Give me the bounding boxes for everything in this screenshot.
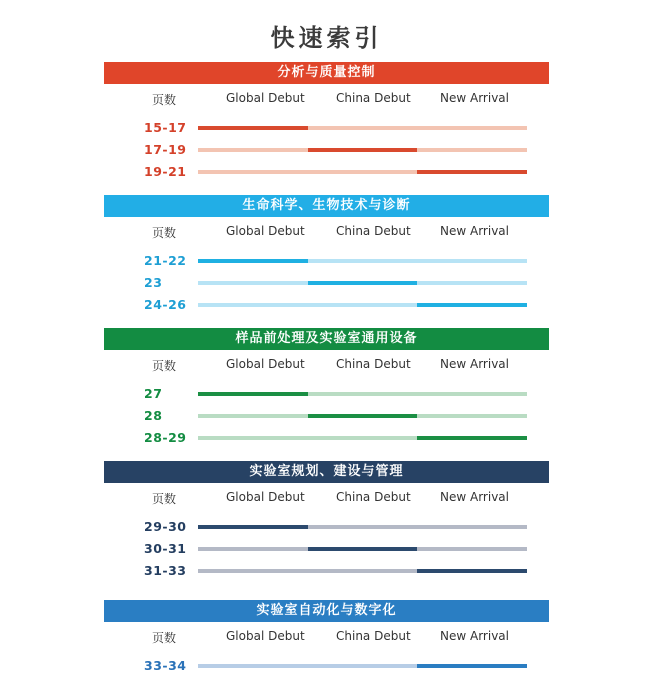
index-row: [104, 117, 549, 139]
global-debut-column-header: Global Debut: [226, 629, 305, 643]
global-debut-bar: [198, 303, 308, 307]
column-header-row: [104, 357, 549, 383]
global-debut-column-header: Global Debut: [226, 357, 305, 371]
new-arrival-column-header: New Arrival: [440, 490, 509, 504]
new-arrival-bar: [417, 303, 527, 307]
page-range[interactable]: 23: [144, 275, 163, 290]
new-arrival-column-header: New Arrival: [440, 91, 509, 105]
global-debut-bar: [198, 547, 308, 551]
page-column-header: 页数: [152, 631, 177, 645]
global-debut-bar: [198, 392, 308, 396]
page-range[interactable]: 31-33: [144, 563, 187, 578]
page-range[interactable]: 30-31: [144, 541, 187, 556]
column-header-row: [104, 629, 549, 655]
new-arrival-bar: [417, 664, 527, 668]
column-header-row: [104, 91, 549, 117]
global-debut-bar: [198, 525, 308, 529]
index-row: [104, 427, 549, 449]
index-row: [104, 272, 549, 294]
page-range[interactable]: 21-22: [144, 253, 187, 268]
new-arrival-bar: [417, 281, 527, 285]
section-analysis-quality: [104, 62, 549, 183]
new-arrival-column-header: New Arrival: [440, 629, 509, 643]
section-lab-automation: [104, 600, 549, 677]
china-debut-column-header: China Debut: [336, 224, 411, 238]
china-debut-bar: [308, 281, 418, 285]
china-debut-bar: [308, 436, 418, 440]
section-sample-prep: [104, 328, 549, 449]
global-debut-bar: [198, 436, 308, 440]
new-arrival-bar: [417, 392, 527, 396]
index-row: [104, 161, 549, 183]
china-debut-column-header: China Debut: [336, 490, 411, 504]
global-debut-bar: [198, 664, 308, 668]
new-arrival-column-header: New Arrival: [440, 357, 509, 371]
page-range[interactable]: 33-34: [144, 658, 187, 673]
page-range[interactable]: 17-19: [144, 142, 187, 157]
index-row: [104, 655, 549, 677]
new-arrival-column-header: New Arrival: [440, 224, 509, 238]
page-column-header: 页数: [152, 359, 177, 373]
global-debut-bar: [198, 170, 308, 174]
global-debut-column-header: Global Debut: [226, 224, 305, 238]
index-row: [104, 538, 549, 560]
new-arrival-bar: [417, 259, 527, 263]
china-debut-column-header: China Debut: [336, 629, 411, 643]
new-arrival-bar: [417, 126, 527, 130]
index-row: [104, 516, 549, 538]
page-column-header: 页数: [152, 226, 177, 240]
page-range[interactable]: 15-17: [144, 120, 187, 135]
new-arrival-bar: [417, 525, 527, 529]
index-row: [104, 139, 549, 161]
china-debut-bar: [308, 525, 418, 529]
page-column-header: 页数: [152, 492, 177, 506]
column-header-row: [104, 224, 549, 250]
index-row: [104, 294, 549, 316]
section-banner: 生命科学、生物技术与诊断: [104, 195, 549, 217]
china-debut-bar: [308, 569, 418, 573]
china-debut-column-header: China Debut: [336, 91, 411, 105]
global-debut-bar: [198, 126, 308, 130]
china-debut-bar: [308, 126, 418, 130]
new-arrival-bar: [417, 547, 527, 551]
china-debut-bar: [308, 392, 418, 396]
china-debut-bar: [308, 664, 418, 668]
china-debut-bar: [308, 170, 418, 174]
global-debut-bar: [198, 148, 308, 152]
new-arrival-bar: [417, 148, 527, 152]
index-row: [104, 560, 549, 582]
page-range[interactable]: 29-30: [144, 519, 187, 534]
section-life-science: [104, 195, 549, 316]
china-debut-bar: [308, 303, 418, 307]
section-banner: 实验室自动化与数字化: [104, 600, 549, 622]
section-banner: 分析与质量控制: [104, 62, 549, 84]
index-row: [104, 405, 549, 427]
section-lab-planning: [104, 461, 549, 582]
china-debut-bar: [308, 414, 418, 418]
page-range[interactable]: 28-29: [144, 430, 187, 445]
global-debut-bar: [198, 259, 308, 263]
china-debut-column-header: China Debut: [336, 357, 411, 371]
china-debut-bar: [308, 148, 418, 152]
index-row: [104, 250, 549, 272]
column-header-row: [104, 490, 549, 516]
global-debut-bar: [198, 281, 308, 285]
global-debut-bar: [198, 569, 308, 573]
page-range[interactable]: 27: [144, 386, 163, 401]
page-range[interactable]: 28: [144, 408, 163, 423]
page-range[interactable]: 24-26: [144, 297, 187, 312]
new-arrival-bar: [417, 170, 527, 174]
new-arrival-bar: [417, 414, 527, 418]
new-arrival-bar: [417, 436, 527, 440]
global-debut-column-header: Global Debut: [226, 490, 305, 504]
global-debut-column-header: Global Debut: [226, 91, 305, 105]
page-title: 快速索引: [270, 24, 383, 52]
global-debut-bar: [198, 414, 308, 418]
page-range[interactable]: 19-21: [144, 164, 187, 179]
china-debut-bar: [308, 547, 418, 551]
section-banner: 实验室规划、建设与管理: [104, 461, 549, 483]
page-column-header: 页数: [152, 93, 177, 107]
section-banner: 样品前处理及实验室通用设备: [104, 328, 549, 350]
new-arrival-bar: [417, 569, 527, 573]
china-debut-bar: [308, 259, 418, 263]
index-row: [104, 383, 549, 405]
